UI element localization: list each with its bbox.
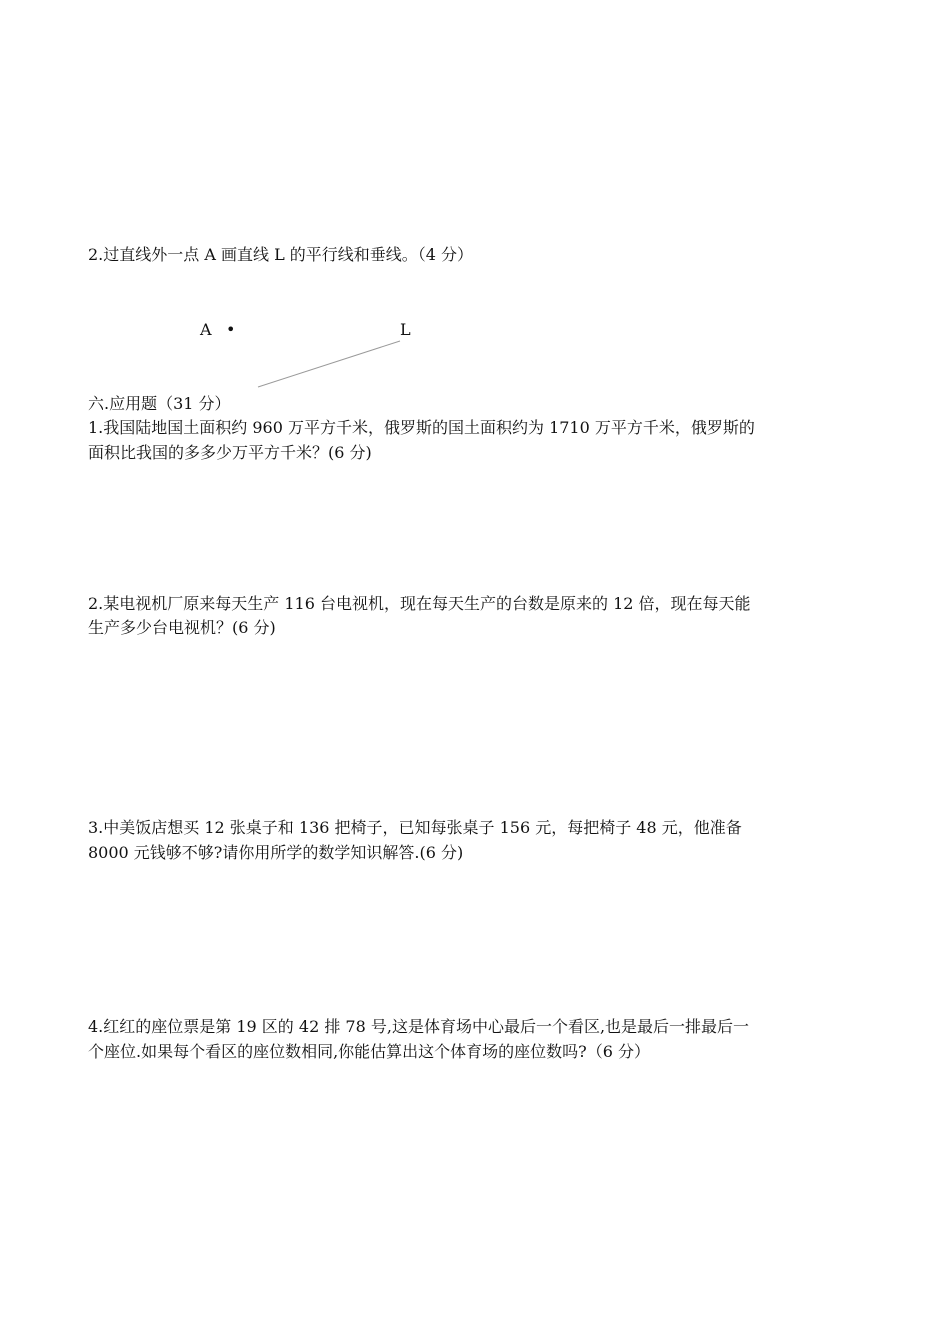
problem-3-line-2: 8000 元钱够不够?请你用所学的数学知识解答.(6 分) <box>88 843 464 862</box>
question-5-2: 2.过直线外一点 A 画直线 L 的平行线和垂线。（4 分） <box>88 245 474 264</box>
problem-2-line-1: 2.某电视机厂原来每天生产 116 台电视机，现在每天生产的台数是原来的 12 倍，现在每天能 <box>88 594 751 613</box>
problem-4-line-1: 4.红红的座位票是第 19 区的 42 排 78 号,这是体育场中心最后一个看区,也是最后一排最后一 <box>88 1017 750 1036</box>
problem-4-line-2: 个座位.如果每个看区的座位数相同,你能估算出这个体育场的座位数吗?（6 分） <box>88 1042 651 1061</box>
section-6-title: 六.应用题（31 分） <box>88 394 231 413</box>
problem-1-line-1: 1.我国陆地国土面积约 960 万平方千米，俄罗斯的国土面积约为 1710 万平方千米，俄罗斯的 <box>88 418 755 437</box>
problem-3-line-1: 3.中美饭店想买 12 张桌子和 136 把椅子，已知每张桌子 156 元，每把椅子 48 元，他准备 <box>88 818 742 837</box>
line-l <box>258 341 400 387</box>
line-l-label: L <box>400 320 411 339</box>
point-a-label: A <box>200 320 212 339</box>
point-a-marker: • <box>226 320 236 339</box>
problem-2-line-2: 生产多少台电视机？(6 分) <box>88 618 276 637</box>
problem-1-line-2: 面积比我国的多多少万平方千米？(6 分) <box>88 443 372 462</box>
